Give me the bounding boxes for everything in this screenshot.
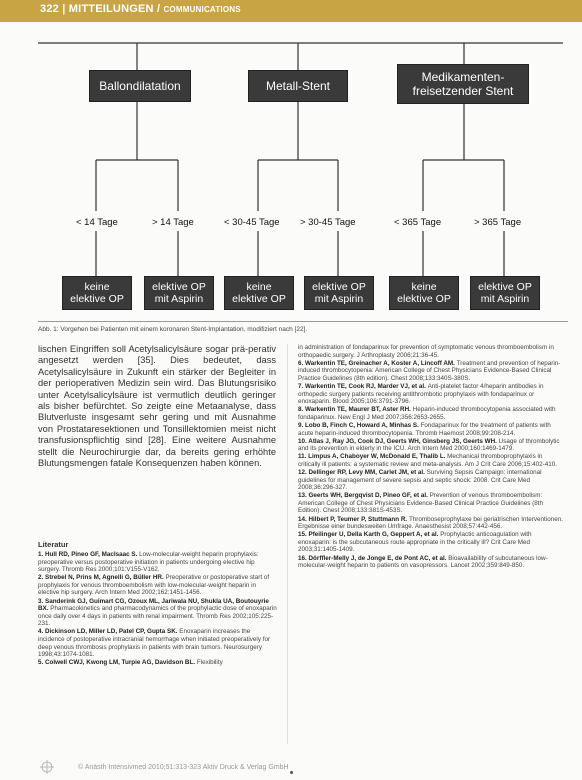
page-footer: © Anästh Intensivmed 2010;51:313-323 Aktiv Druck & Verlag GmbH [78,764,289,771]
page-number: 322 [40,3,59,15]
outcome-box: keine elektive OP [62,276,132,310]
reference-text: Low-molecular-weight heparin prophylaxis: preoperative versus postoperative initiation in patients undergoing elective hip surgery. Thromb Res 2000;101:V155-V162. [38,551,259,574]
outcome-box: elektive OP mit Aspirin [144,276,214,310]
body-text: lischen Eingriffen soll Acetylsalicylsäure sogar prä-perativ angesetzt werden [35]. Dies bedeutet, dass Acetylsalicylsäure in Zukunft ein stärker der Begleiter in der perioperativen Medizin sein wird. Das Blutungsrisiko unter Acetylsalicylsäure ist vermutlich deutlich geringer als bisher befürchtet. So zeigte eine Metaanalyse, dass Blutverluste insgesamt sehr gering und mit Ausnahme von Prostataresektionen und Tonsillektomien meist nicht transfusionspflichtig sind [28]. Eine weitere Ausnahme stellt die Neurochirurgie dar, da bereits gering erhöhte Blutungsmengen fatale Konsequenzen haben können. [38,344,276,469]
reference-text: Preoperative or postoperative start of prophylaxis for venous thromboembolism with low-molecular-weight heparin in elective hip surgery. Arch Intern Med 2002;162:1451-1456. [38,574,270,597]
reference-item [298,422,566,437]
reference-text: Heparin-induced thrombocytopenia associated with fondaparinux. New Engl J Med 2007;356:2653-2655. [298,406,556,421]
reference-item [298,438,566,453]
header-title: 322 | MITTEILUNGEN / COMMUNICATIONS [40,3,241,15]
reference-text: Prevention of venous thromboembolism: American College of Chest Physicians Evidence-Based Clinical Practice Guidelines (8th Edition). Chest 2008;133:381S-453S. [298,492,543,515]
outcome-box: keine elektive OP [224,276,294,310]
reference-item [298,469,566,492]
time-label: < 14 Tage [76,217,118,228]
reference-text: Mechanical thromboprophylaxis in critically ill patients: a systematic review and meta-analysis. Am J Crit Care 2006;15:402-410. [298,453,557,468]
reference-text: Usage of thrombolytic and its prevention in elderly in the ICU. Arch Intern Med 2000;160:1469-1479. [298,437,560,453]
time-label: > 14 Tage [152,217,194,228]
reference-item [298,360,566,383]
reference-item [298,453,566,468]
reference-authors: 4. Dickinson LD, Miller LD, Patel CP, Gupta SK. [38,628,180,636]
time-label: < 30-45 Tage [224,217,280,228]
reference-text: Pharmacokinetics and pharmacodynamics of the prophylactic dose of enoxaparin once daily over 4 days in patients with renal impairment. Thromb Res 2002;105:225-231. [38,605,277,628]
reference-authors: 12. Dellinger RP, Levy MM, Carlet JM, et al. [298,469,427,476]
reference-item [298,406,566,421]
reference-item [38,551,278,574]
top-box-metal-stent: Metall-Stent [248,70,348,102]
reference-text: Prophylactic anticoagulation with enoxaparin: is the subcutaneous route appropriate in the critically ill? Crit Care Med 2003;31:1405-1409. [298,531,532,554]
reference-text: Fondaparinux for the treatment of patients with acute heparin-induced thrombocytopenia. Thromb Haemost 2008;99:208-214. [298,421,551,437]
reference-authors: 9. Lobo B, Finch C, Howard A, Minhas S. [298,421,421,429]
reference-item [38,628,278,658]
reference-authors: 6. Warkentin TE, Greinacher A, Koster A, Lincoff AM. [298,359,457,367]
reference-text: Bioavailability of subcutaneous low-molecular-weight heparin to patients on vasopressors. Lancet 2002;359:849-850. [298,554,548,570]
outcome-box: keine elektive OP [389,276,459,310]
footer-dot [290,771,293,774]
reference-authors: 11. Limpus A, Chaboyer W, McDonald E, Thalib L. [298,453,448,461]
reference-text: in administration of fondaparinux for prevention of symptomatic venous thromboembolism in orthopaedic surgery. J Arthroplasty 2006;21:36-45. [298,344,554,359]
time-label: < 365 Tage [394,217,442,228]
reference-authors: 16. Dörffler-Melly J, de Jonge E, de Pont AC, et al. [298,554,449,562]
outcome-box: elektive OP mit Aspirin [304,276,374,310]
reference-text: Anti-platelet factor 4/heparin antibodies in orthopedic surgery patients receiving antithrombotic prophylaxis with fondaparinux or enoxaparin. Blood 2005;106:3791-3796. [298,382,544,406]
caption-rule [38,321,568,322]
reference-authors: 13. Geerts WH, Bergqvist D, Pineo GF, et al. [298,492,430,500]
reference-item [38,574,278,597]
reference-authors: 10. Atlas J, Ray JG, Cook DJ, Geerts WH, Ginsberg JS, Geerts WH. [298,437,499,445]
literature-heading: Literatur [38,540,69,549]
outcome-box: elektive OP mit Aspirin [470,276,540,310]
reference-item [298,492,566,515]
page-header [0,0,582,22]
stent-flowchart [38,40,578,320]
header-separator: | [62,3,66,15]
references-left-column [38,551,278,667]
figure-caption: Abb. 1: Vorgehen bei Patienten mit einem koronaren Stent-Implantation, modifiziert nach [22]. [38,326,308,333]
section-subtitle: COMMUNICATIONS [163,5,241,14]
reference-authors: 2. Strebel N, Prins M, Agnelli G, Büller HR. [38,574,166,582]
reference-text: Surviving Sepsis Campaign: international guidelines for management of severe sepsis and septic shock: 2008. Crit Care Med 2008;36:296-327. [298,469,542,492]
reference-item [38,598,278,628]
reference-authors: 14. Hilbert P, Teumer P, Stuttmann R. [298,515,409,523]
reference-item [298,531,566,554]
reference-authors: 7. Warkentin TE, Cook RJ, Marder VJ, et al. [298,382,428,390]
column-divider [287,344,288,744]
references-right-column [298,344,566,570]
reference-text: Enoxaparin increases the incidence of postoperative intracranial hemorrhage when initiated preoperatively for deep venous thrombosis prophylaxis in patients with brain tumors. Neurosurgery 1998;43:1074-1081. [38,628,271,659]
reference-authors: 8. Warkentin TE, Maurer BT, Aster RH. [298,406,413,414]
reference-text: Thromboseprophylaxe bei geriatrischen Interventionen. Ergebnisse einer bundesweiten Umfrage. Anaesthesist 2008;57:442-456. [298,515,563,531]
reference-authors: 1. Hull RD, Pineo GF, MacIsaac S. [38,551,140,558]
top-box-balloon: Ballondilatation [89,70,191,102]
reference-authors: 5. Colwell CWJ, Kwong LM, Turpie AG, Davidson BL. [38,659,197,667]
section-title: MITTEILUNGEN [68,3,154,15]
time-label: > 30-45 Tage [300,217,356,228]
reference-item [38,659,278,667]
reference-item [298,344,566,359]
crosshair-icon [40,760,54,774]
reference-text: Treatment and prevention of heparin-induced thrombocytopenia: American College of Chest Physicians Evidence-Based Clinical Practice Guidelines (8th edition). Chest 2008;133:340S-380S. [298,359,561,382]
reference-item [298,383,566,406]
top-box-drug-stent: Medikamenten- freisetzender Stent [397,64,529,104]
reference-item [298,555,566,570]
reference-item [298,516,566,531]
reference-authors: 3. Sanderink GJ, Guimart CG, Ozoux ML, Jariwala NU, Shukla UA, Boutouyrie BX. [38,597,269,613]
time-label: > 365 Tage [474,217,522,228]
reference-authors: 15. Pfeilinger U, Della Karth G, Geppert A, et al. [298,531,441,539]
reference-text: Flexibility [196,659,223,667]
